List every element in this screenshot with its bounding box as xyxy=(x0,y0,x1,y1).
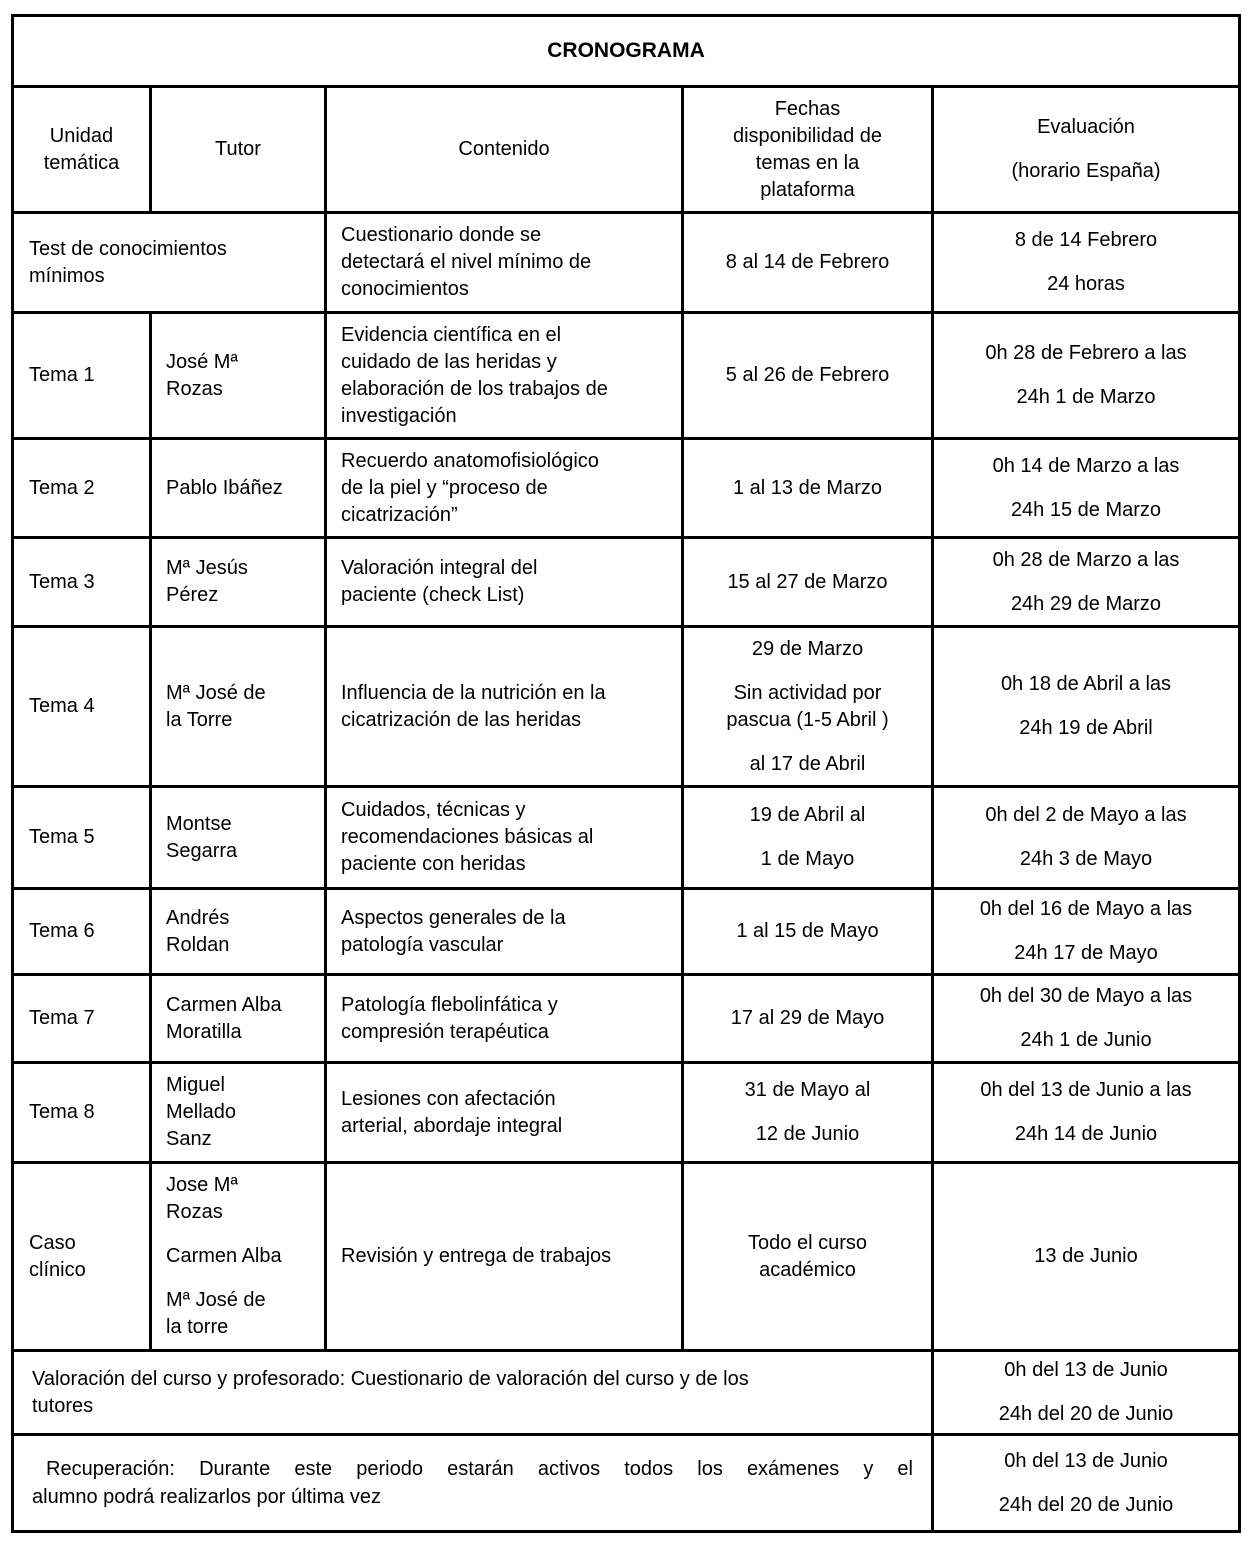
cell-unidad-test: Test de conocimientos mínimos xyxy=(13,213,326,313)
cell-evaluacion: 0h del 13 de Junio 24h del 20 de Junio xyxy=(933,1351,1240,1435)
cell-unidad: Caso clínico xyxy=(13,1163,151,1351)
header-row xyxy=(13,87,1240,213)
cell-fechas: 15 al 27 de Marzo xyxy=(683,538,933,627)
cronograma-table xyxy=(11,14,1241,1533)
column-header-evaluacion: Evaluación (horario España) xyxy=(933,87,1240,213)
table-row xyxy=(13,787,1240,889)
cell-tutor: Carmen Alba Moratilla xyxy=(151,975,326,1063)
cell-unidad: Tema 5 xyxy=(13,787,151,889)
table-row xyxy=(13,627,1240,787)
cell-unidad: Tema 7 xyxy=(13,975,151,1063)
table-row xyxy=(13,889,1240,975)
cell-fechas: Todo el curso académico xyxy=(683,1163,933,1351)
cell-tutor: Mª Jesús Pérez xyxy=(151,538,326,627)
table-row xyxy=(13,1163,1240,1351)
column-header-tutor: Tutor xyxy=(151,87,326,213)
cell-tutor: Pablo Ibáñez xyxy=(151,439,326,538)
cell-evaluacion: 0h del 30 de Mayo a las 24h 1 de Junio xyxy=(933,975,1240,1063)
footer-row-recuperacion xyxy=(13,1435,1240,1532)
cell-contenido: Patología flebolinfática y compresión terapéutica xyxy=(326,975,683,1063)
cell-tutor: Montse Segarra xyxy=(151,787,326,889)
cell-contenido: Recuerdo anatomofisiológico de la piel y “proceso de cicatrización” xyxy=(326,439,683,538)
cell-evaluacion: 0h del 2 de Mayo a las 24h 3 de Mayo xyxy=(933,787,1240,889)
footer-row-valoracion xyxy=(13,1351,1240,1435)
cell-fechas: 1 al 15 de Mayo xyxy=(683,889,933,975)
cell-tutor: José Mª Rozas xyxy=(151,313,326,439)
cell-unidad: Tema 2 xyxy=(13,439,151,538)
cell-contenido: Evidencia científica en el cuidado de las heridas y elaboración de los trabajos de investigación xyxy=(326,313,683,439)
cell-evaluacion: 0h del 13 de Junio a las 24h 14 de Junio xyxy=(933,1063,1240,1163)
column-header-contenido: Contenido xyxy=(326,87,683,213)
cell-recuperacion-text xyxy=(13,1435,933,1532)
valoracion-line-1: Valoración del curso y profesorado: Cuestionario de valoración del curso y de los xyxy=(32,1367,749,1390)
cell-fechas: 8 al 14 de Febrero xyxy=(683,213,933,313)
cell-unidad: Tema 3 xyxy=(13,538,151,627)
cell-evaluacion: 13 de Junio xyxy=(933,1163,1240,1351)
cell-evaluacion: 0h del 16 de Mayo a las 24h 17 de Mayo xyxy=(933,889,1240,975)
cell-fechas: 31 de Mayo al 12 de Junio xyxy=(683,1063,933,1163)
table-row xyxy=(13,538,1240,627)
cell-evaluacion: 0h 18 de Abril a las 24h 19 de Abril xyxy=(933,627,1240,787)
cell-unidad: Tema 8 xyxy=(13,1063,151,1163)
cell-evaluacion: 0h 28 de Febrero a las 24h 1 de Marzo xyxy=(933,313,1240,439)
cell-evaluacion: 0h 28 de Marzo a las 24h 29 de Marzo xyxy=(933,538,1240,627)
recuperacion-line-1: Recuperación: Durante este periodo estarán activos todos los exámenes y el xyxy=(46,1458,913,1480)
cell-contenido: Revisión y entrega de trabajos xyxy=(326,1163,683,1351)
valoracion-line-2: tutores xyxy=(32,1394,94,1417)
table-row xyxy=(13,975,1240,1063)
table-row xyxy=(13,1063,1240,1163)
cell-evaluacion: 8 de 14 Febrero 24 horas xyxy=(933,213,1240,313)
title-row xyxy=(13,16,1240,87)
table-row xyxy=(13,213,1240,313)
cell-fechas: 1 al 13 de Marzo xyxy=(683,439,933,538)
cell-tutor: Mª José de la Torre xyxy=(151,627,326,787)
column-header-fechas: Fechas disponibilidad de temas en la plataforma xyxy=(683,87,933,213)
cell-fechas: 17 al 29 de Mayo xyxy=(683,975,933,1063)
column-header-unidad-tematica: Unidad temática xyxy=(13,87,151,213)
cell-fechas: 29 de Marzo Sin actividad por pascua (1-5 Abril ) al 17 de Abril xyxy=(683,627,933,787)
cell-contenido: Cuestionario donde se detectará el nivel mínimo de conocimientos xyxy=(326,213,683,313)
cell-contenido: Valoración integral del paciente (check List) xyxy=(326,538,683,627)
recuperacion-line-2: alumno podrá realizarlos por última vez xyxy=(32,1486,382,1508)
cell-tutor: Andrés Roldan xyxy=(151,889,326,975)
cell-contenido: Cuidados, técnicas y recomendaciones básicas al paciente con heridas xyxy=(326,787,683,889)
cell-contenido: Lesiones con afectación arterial, abordaje integral xyxy=(326,1063,683,1163)
cell-unidad: Tema 6 xyxy=(13,889,151,975)
cell-contenido: Aspectos generales de la patología vascular xyxy=(326,889,683,975)
cell-tutor: Miguel Mellado Sanz xyxy=(151,1063,326,1163)
cell-fechas: 5 al 26 de Febrero xyxy=(683,313,933,439)
cell-unidad: Tema 1 xyxy=(13,313,151,439)
cell-fechas: 19 de Abril al 1 de Mayo xyxy=(683,787,933,889)
table-row xyxy=(13,313,1240,439)
cell-evaluacion: 0h del 13 de Junio 24h del 20 de Junio xyxy=(933,1435,1240,1532)
cell-evaluacion: 0h 14 de Marzo a las 24h 15 de Marzo xyxy=(933,439,1240,538)
table-title: CRONOGRAMA xyxy=(13,16,1240,87)
cell-contenido: Influencia de la nutrición en la cicatrización de las heridas xyxy=(326,627,683,787)
cell-unidad: Tema 4 xyxy=(13,627,151,787)
cell-valoracion-text xyxy=(13,1351,933,1435)
table-row xyxy=(13,439,1240,538)
cell-tutor: Jose Mª Rozas Carmen Alba Mª José de la torre xyxy=(151,1163,326,1351)
